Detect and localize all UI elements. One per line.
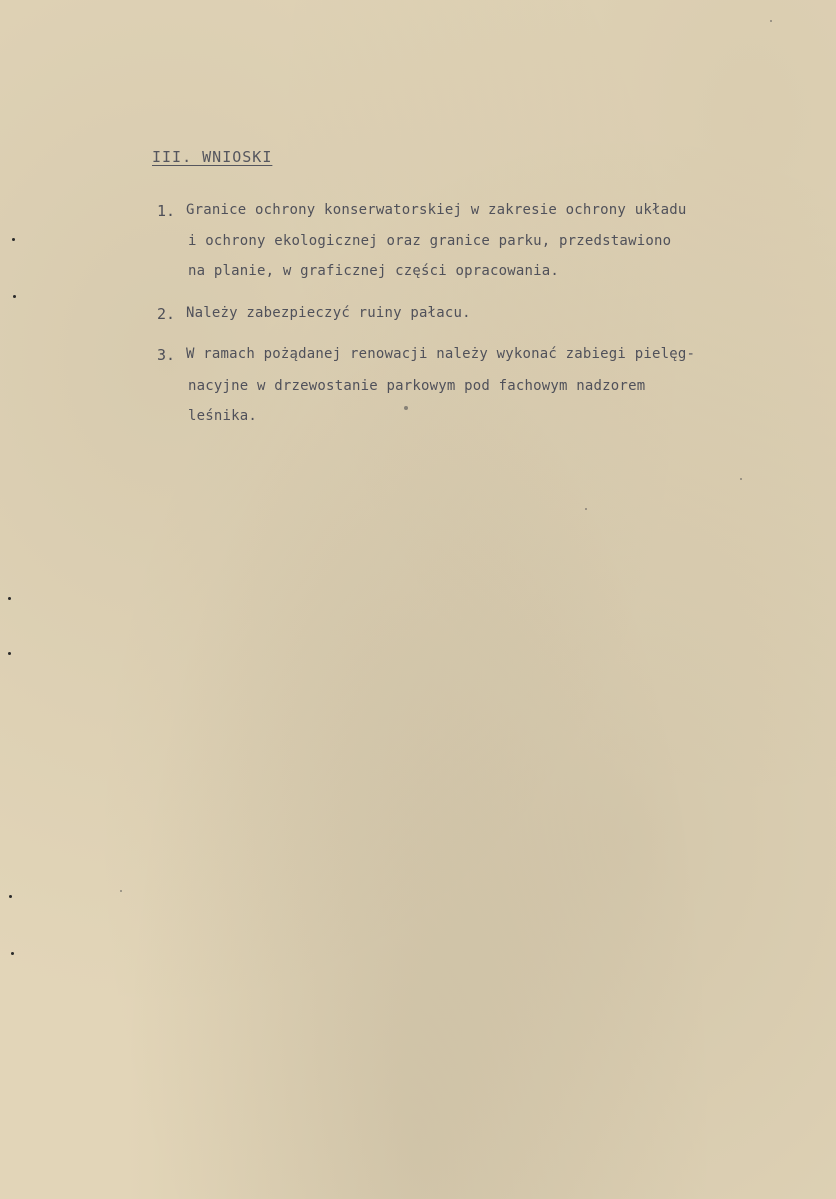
margin-mark bbox=[11, 952, 14, 955]
item-3-line-1: W ramach pożądanej renowacji należy wykonać zabiegi pielęg- bbox=[186, 346, 696, 362]
item-3-line-3: leśnika. bbox=[188, 408, 258, 424]
margin-mark bbox=[13, 295, 16, 298]
paper-speck bbox=[120, 890, 122, 892]
paper-speck bbox=[585, 508, 587, 510]
section-heading: III. WNIOSKI bbox=[152, 148, 273, 166]
item-1-line-2: i ochrony ekologicznej oraz granice parku, przedstawiono bbox=[188, 233, 672, 249]
item-2-line-1: Należy zabezpieczyć ruiny pałacu. bbox=[186, 305, 471, 321]
item-3-number: 3. bbox=[157, 346, 176, 364]
paper-speck bbox=[404, 406, 408, 410]
item-3-line-2: nacyjne w drzewostanie parkowym pod fachowym nadzorem bbox=[188, 378, 646, 394]
margin-mark bbox=[8, 597, 11, 600]
paper-speck bbox=[740, 478, 742, 480]
margin-mark bbox=[9, 895, 12, 898]
margin-mark bbox=[8, 652, 11, 655]
item-1-number: 1. bbox=[157, 202, 176, 220]
item-1-line-3: na planie, w graficznej części opracowania. bbox=[188, 263, 560, 279]
paper-speck bbox=[770, 20, 772, 22]
item-1-line-1: Granice ochrony konserwatorskiej w zakresie ochrony układu bbox=[186, 202, 687, 218]
margin-mark bbox=[12, 238, 15, 241]
item-2-number: 2. bbox=[157, 305, 176, 323]
